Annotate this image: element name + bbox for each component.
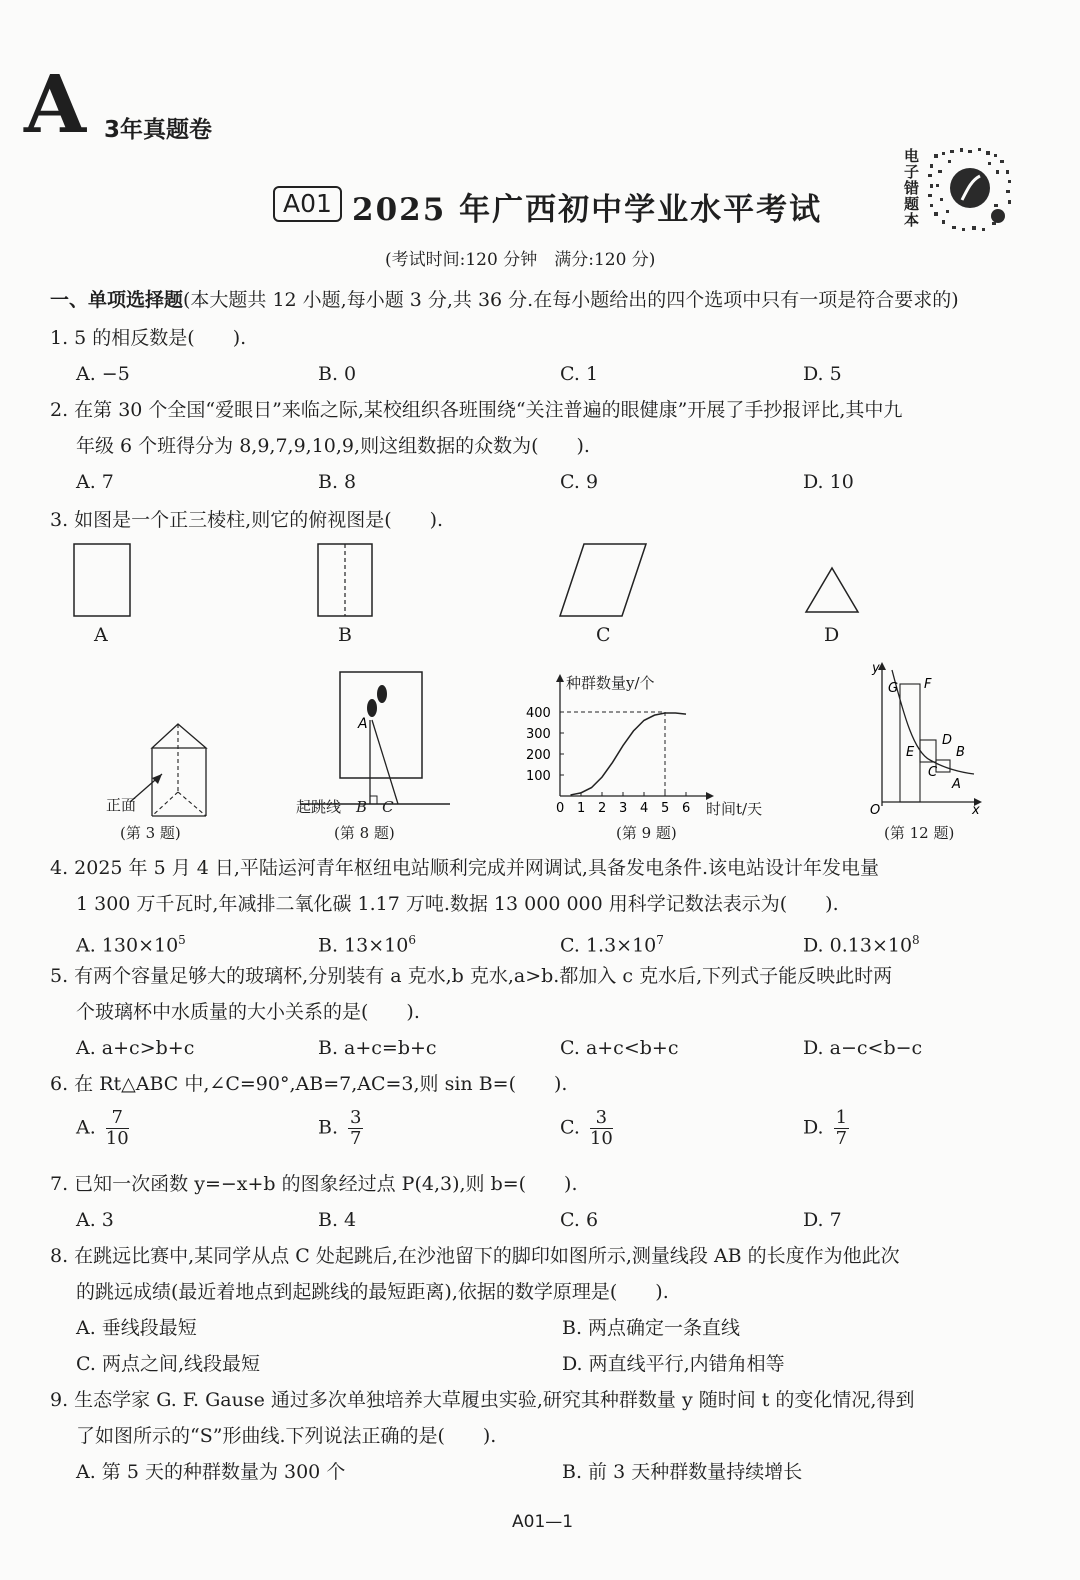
fig9-caption: (第 9 题) [616,824,677,842]
q7-option-a[interactable]: A. 3 [76,1209,114,1231]
svg-text:F: F [924,677,932,692]
q5-option-c[interactable]: C. a+c<b+c [560,1037,679,1059]
svg-text:A: A [358,716,368,732]
q2-option-b[interactable]: B. 8 [318,471,357,493]
fig8-caption: (第 8 题) [334,824,395,842]
fig9-y-label: 种群数量y/个 [566,674,655,692]
q2-option-d[interactable]: D. 10 [803,471,854,493]
section-desc: (本大题共 12 小题,每小题 3 分,共 36 分.在每小题给出的四个选项中只有一项是符合要求的) [183,289,959,311]
q8-stem-line1: 8. 在跳远比赛中,某同学从点 C 处起跳后,在沙池留下的脚印如图所示,测量线段 AB 的长度作为他此次 [50,1245,900,1267]
q2-stem-line2: 年级 6 个班得分为 8,9,7,9,10,9,则这组数据的众数为( ). [76,435,590,457]
x-tick-label: 5 [661,801,670,816]
q3-label-d[interactable]: D [824,624,840,646]
q7-option-d[interactable]: D. 7 [803,1209,842,1231]
x-tick-label: 0 [556,801,565,816]
fig3-front-label: 正面 [106,796,137,814]
q4-option-a[interactable]: A. $130\times 10^5$ [76,933,186,957]
q1-option-c[interactable]: C. 1 [560,363,599,385]
svg-text:E: E [906,745,915,760]
q7-option-c[interactable]: C. 6 [560,1209,599,1231]
chart-y-arrow [556,674,564,682]
svg-text:C: C [928,765,938,780]
q3-shape-b[interactable] [318,544,372,616]
page-number: A01—1 [512,1512,574,1532]
q6-fraction-c: $\frac{3}{10}$ [589,1107,613,1149]
q5-option-d[interactable]: D. a−c<b−c [803,1037,923,1059]
q3-shape-d[interactable] [806,568,858,612]
y-tick-label: 200 [526,748,551,763]
qr-code-icon [928,148,1012,232]
fig9-x-label: 时间t/天 [706,800,763,818]
q9-stem-line1: 9. 生态学家 G. F. Gause 通过多次单独培养大草履虫实验,研究其种群数量 y 随时间 t 的变化情况,得到 [50,1389,915,1411]
q2-option-c[interactable]: C. 9 [560,471,599,493]
section-heading [50,288,959,312]
q3-option-shapes [60,540,880,630]
y-tick-label: 300 [526,727,551,742]
x-tick-label: 1 [577,801,586,816]
q4-stem-line2: 1 300 万千瓦时,年减排二氧化碳 1.17 万吨.数据 13 000 000 用科学记数法表示为( ). [76,893,839,915]
fig9-chart [520,668,790,818]
q3-shape-c[interactable] [560,544,646,616]
section-title: 一、单项选择题 [50,289,184,311]
q6-stem: 6. 在 Rt△ABC 中,∠C=90°,AB=7,AC=3,则 sin B=( ). [50,1073,568,1095]
q8-option-a[interactable]: A. 垂线段最短 [76,1317,197,1339]
q2-option-a[interactable]: A. 7 [76,471,114,493]
x-tick-label: 4 [640,801,649,816]
y-tick-label: 400 [526,706,551,721]
fig12-diagram [864,656,986,816]
y-tick-label: 100 [526,769,551,784]
fig8-jump-line-label: 起跳线 B C [296,798,394,816]
q2-stem-line1: 2. 在第 30 个全国“爱眼日”来临之际,某校组织各班围绕“关注普遍的眼健康”开展了手抄报评比,其中九 [50,399,903,421]
q6-fraction-a: $\frac{7}{10}$ [105,1107,129,1149]
q7-option-b[interactable]: B. 4 [318,1209,357,1231]
q3-label-a[interactable]: A [94,624,108,646]
q5-stem-line2: 个玻璃杯中水质量的大小关系的是( ). [76,1001,420,1023]
q8-option-c[interactable]: C. 两点之间,线段最短 [76,1353,260,1375]
q6-option-c[interactable]: C. $\frac{3}{10}$ [560,1107,613,1149]
series-name: 3年真题卷 [104,117,213,143]
qr-code-block[interactable] [904,148,1014,232]
fig12-caption: (第 12 题) [884,824,955,842]
q5-stem-line1: 5. 有两个容量足够大的玻璃杯,分别装有 a 克水,b 克水,a>b.都加入 c 克水后,下列式子能反映此时两 [50,965,893,987]
q6-fraction-b: $\frac{3}{7}$ [350,1107,362,1149]
q6-option-a[interactable]: A. $\frac{7}{10}$ [76,1107,129,1149]
q8-option-d[interactable]: D. 两直线平行,内错角相等 [562,1353,785,1375]
q3-stem: 3. 如图是一个正三棱柱,则它的俯视图是( ). [50,509,444,531]
svg-text:D: D [942,733,953,748]
q8-stem-line2: 的跳远成绩(最近着地点到起跳线的最短距离),依据的数学原理是( ). [76,1281,669,1303]
series-letter: A [24,57,87,151]
q4-option-b[interactable]: B. $13\times 10^6$ [318,933,416,957]
q9-stem-line2: 了如图所示的“S”形曲线.下列说法正确的是( ). [76,1425,497,1447]
exam-code-badge: A01 [273,186,342,222]
q6-option-b[interactable]: B. $\frac{3}{7}$ [318,1107,362,1149]
q5-option-a[interactable]: A. a+c>b+c [76,1037,195,1059]
q6-option-d[interactable]: D. $\frac{1}{7}$ [803,1107,848,1149]
q8-option-b[interactable]: B. 两点确定一条直线 [562,1317,741,1339]
exam-title: 2025 年广西初中学业水平考试 [352,192,823,228]
exam-subtitle: (考试时间:120 分钟 满分:120 分) [385,250,656,270]
q1-option-a[interactable]: A. −5 [76,363,130,385]
fig3-caption: (第 3 题) [120,824,181,842]
q4-option-d[interactable]: D. $0.13\times 10^8$ [803,933,920,957]
s-curve-line [571,713,687,795]
q7-stem: 7. 已知一次函数 y=−x+b 的图象经过点 P(4,3),则 b=( ). [50,1173,578,1195]
x-tick-label: 2 [598,801,607,816]
q3-label-b[interactable]: B [338,624,352,646]
q6-fraction-d: $\frac{1}{7}$ [835,1107,848,1149]
svg-text:O: O [870,803,881,816]
q1-option-d[interactable]: D. 5 [803,363,842,385]
q3-label-c[interactable]: C [596,624,611,646]
q1-option-b[interactable]: B. 0 [318,363,357,385]
q4-option-c[interactable]: C. $1.3\times 10^7$ [560,933,664,957]
x-tick-label: 6 [682,801,691,816]
svg-text:A: A [952,777,961,792]
q5-option-b[interactable]: B. a+c=b+c [318,1037,437,1059]
svg-text:G: G [888,681,899,696]
svg-text:y: y [872,661,880,676]
q3-shape-a[interactable] [74,544,130,616]
q9-option-b[interactable]: B. 前 3 天种群数量持续增长 [562,1461,803,1483]
q4-stem-line1: 4. 2025 年 5 月 4 日,平陆运河青年枢纽电站顺利完成并网调试,具备发电条件.该电站设计年发电量 [50,857,880,879]
q9-option-a[interactable]: A. 第 5 天的种群数量为 300 个 [76,1461,346,1483]
svg-text:B: B [956,745,965,760]
svg-text:x: x [972,803,980,816]
qr-label: 电子错题本 [904,147,920,229]
q1-stem: 1. 5 的相反数是( ). [50,327,247,349]
x-tick-label: 3 [619,801,628,816]
